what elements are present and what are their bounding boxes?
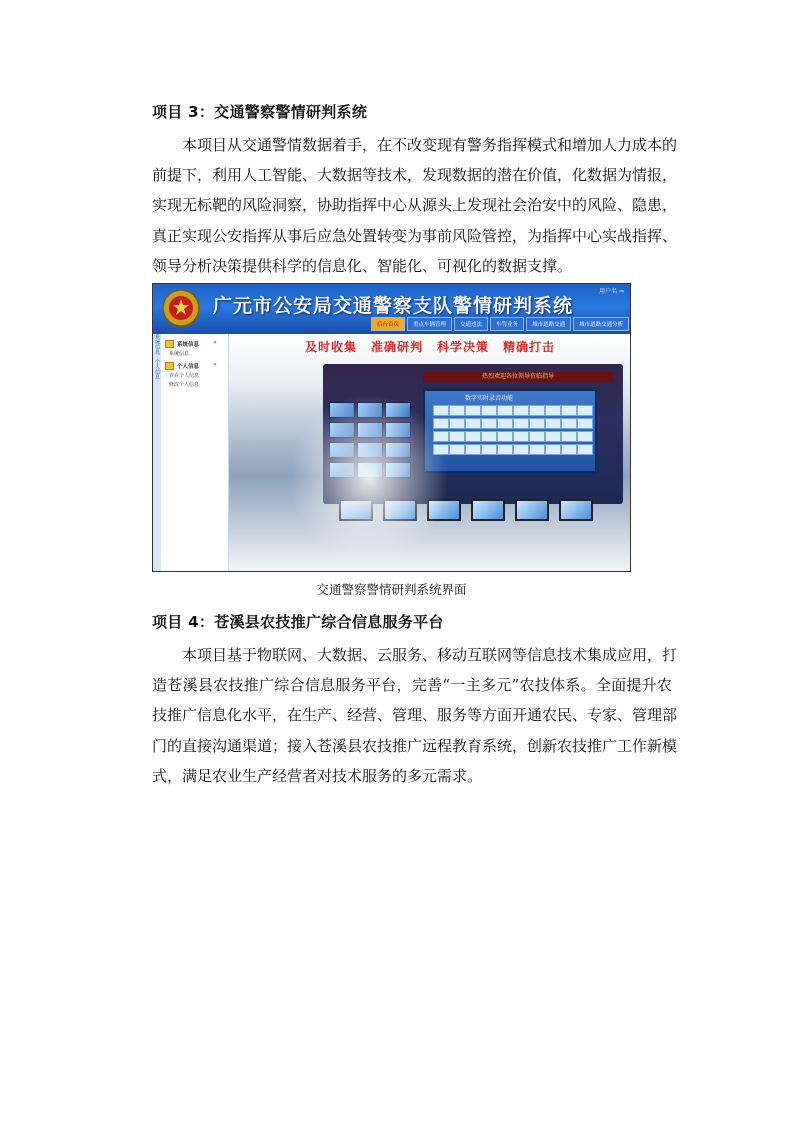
sidebar-item-view-profile[interactable]: 查看个人信息: [169, 373, 200, 379]
slogans: [305, 338, 555, 355]
sidebar-item-system-info[interactable]: 系统信息: [169, 351, 190, 357]
big-screen: [423, 389, 597, 473]
police-emblem-icon: [161, 288, 201, 328]
paragraph-line: 实现无标靶的风险洞察，协助指挥中心从源头上发现社会治安中的风险、隐患，: [152, 196, 678, 215]
nav-item-vehicle-license[interactable]: 车驾业务: [490, 317, 524, 331]
sidebar-tab[interactable]: 系统信息、个人信息: [153, 334, 161, 571]
monitor: [559, 499, 593, 521]
paragraph-line: 领导分析决策提供科学的信息化、智能化、可视化的数据支撑。: [152, 256, 573, 275]
project3-paragraph: [152, 130, 678, 281]
fade-overlay: [289, 394, 449, 564]
nav-item-key-vehicles[interactable]: 重点车辆管理: [407, 317, 452, 331]
sidebar: [153, 334, 229, 571]
sidebar-group-system[interactable]: [165, 340, 199, 348]
wall-banner: 热烈欢迎各位领导莅临指导: [423, 372, 613, 382]
system-banner: [153, 284, 630, 334]
paragraph-line: 真正实现公安指挥从事后应急处置转变为事前风险管控，为指挥中心实战指挥、: [152, 226, 678, 245]
slogan: 及时收集: [305, 340, 358, 354]
nav-item-home[interactable]: 后台首页: [371, 317, 405, 331]
slogan: 科学决策: [437, 340, 490, 354]
paragraph-line: 门的直接沟通渠道；接入苍溪县农技推广远程教育系统，创新农技推广工作新模: [152, 736, 678, 755]
project3-heading: 项目 3：交通警察警情研判系统: [152, 103, 368, 121]
project4-heading: 项目 4：苍溪县农技推广综合信息服务平台: [152, 613, 444, 631]
nav-item-violations[interactable]: 交通违法: [454, 317, 488, 331]
sidebar-group-personal[interactable]: [165, 362, 199, 370]
paragraph-line: 造苍溪县农技推广综合信息服务平台，完善“一主多元”农技体系。全面提升农: [152, 676, 672, 695]
main-content: [229, 334, 630, 571]
collapse-icon[interactable]: «: [213, 339, 217, 346]
sidebar-group-label: 系统信息: [177, 342, 200, 348]
nav-item-road-traffic[interactable]: 城市道路交通: [526, 317, 571, 331]
paragraph-line: 前提下，利用人工智能、大数据等技术，发现数据的潜在价值，化数据为情报，: [152, 166, 678, 185]
folder-icon: [165, 362, 174, 370]
folder-icon: [165, 340, 174, 348]
screen-tiles: [433, 405, 591, 455]
slogan: 精确打击: [503, 340, 556, 354]
paragraph-line: 本项目基于物联网、大数据、云服务、移动互联网等信息技术集成应用，打: [182, 646, 678, 664]
paragraph-line: 本项目从交通警情数据着手，在不改变现有警务指挥模式和增加人力成本的: [182, 136, 678, 154]
slogan: 准确研判: [371, 340, 424, 354]
system-screenshot-figure: [152, 283, 631, 572]
top-nav: [371, 317, 629, 331]
monitor: [515, 499, 549, 521]
paragraph-line: 式，满足农业生产经营者对技术服务的多元需求。: [152, 766, 483, 785]
big-screen-title: 数字实时录音功能: [465, 395, 514, 402]
project4-paragraph: [152, 640, 678, 791]
system-title: 广元市公安局交通警察支队警情研判系统: [213, 295, 574, 317]
sidebar-group-label: 个人信息: [177, 364, 200, 370]
collapse-icon[interactable]: «: [213, 361, 217, 368]
sidebar-item-edit-profile[interactable]: 修改个人信息: [169, 382, 200, 388]
nav-item-road-traffic-analysis[interactable]: 城市道路交通分析: [573, 317, 629, 331]
monitor: [471, 499, 505, 521]
paragraph-line: 技推广信息化水平，在生产、经营、管理、服务等方面开通农民、专家、管理部: [152, 706, 678, 725]
figure-caption: 交通警察警情研判系统界面: [316, 582, 467, 597]
user-link[interactable]: 用户名 ⇒: [599, 288, 624, 295]
